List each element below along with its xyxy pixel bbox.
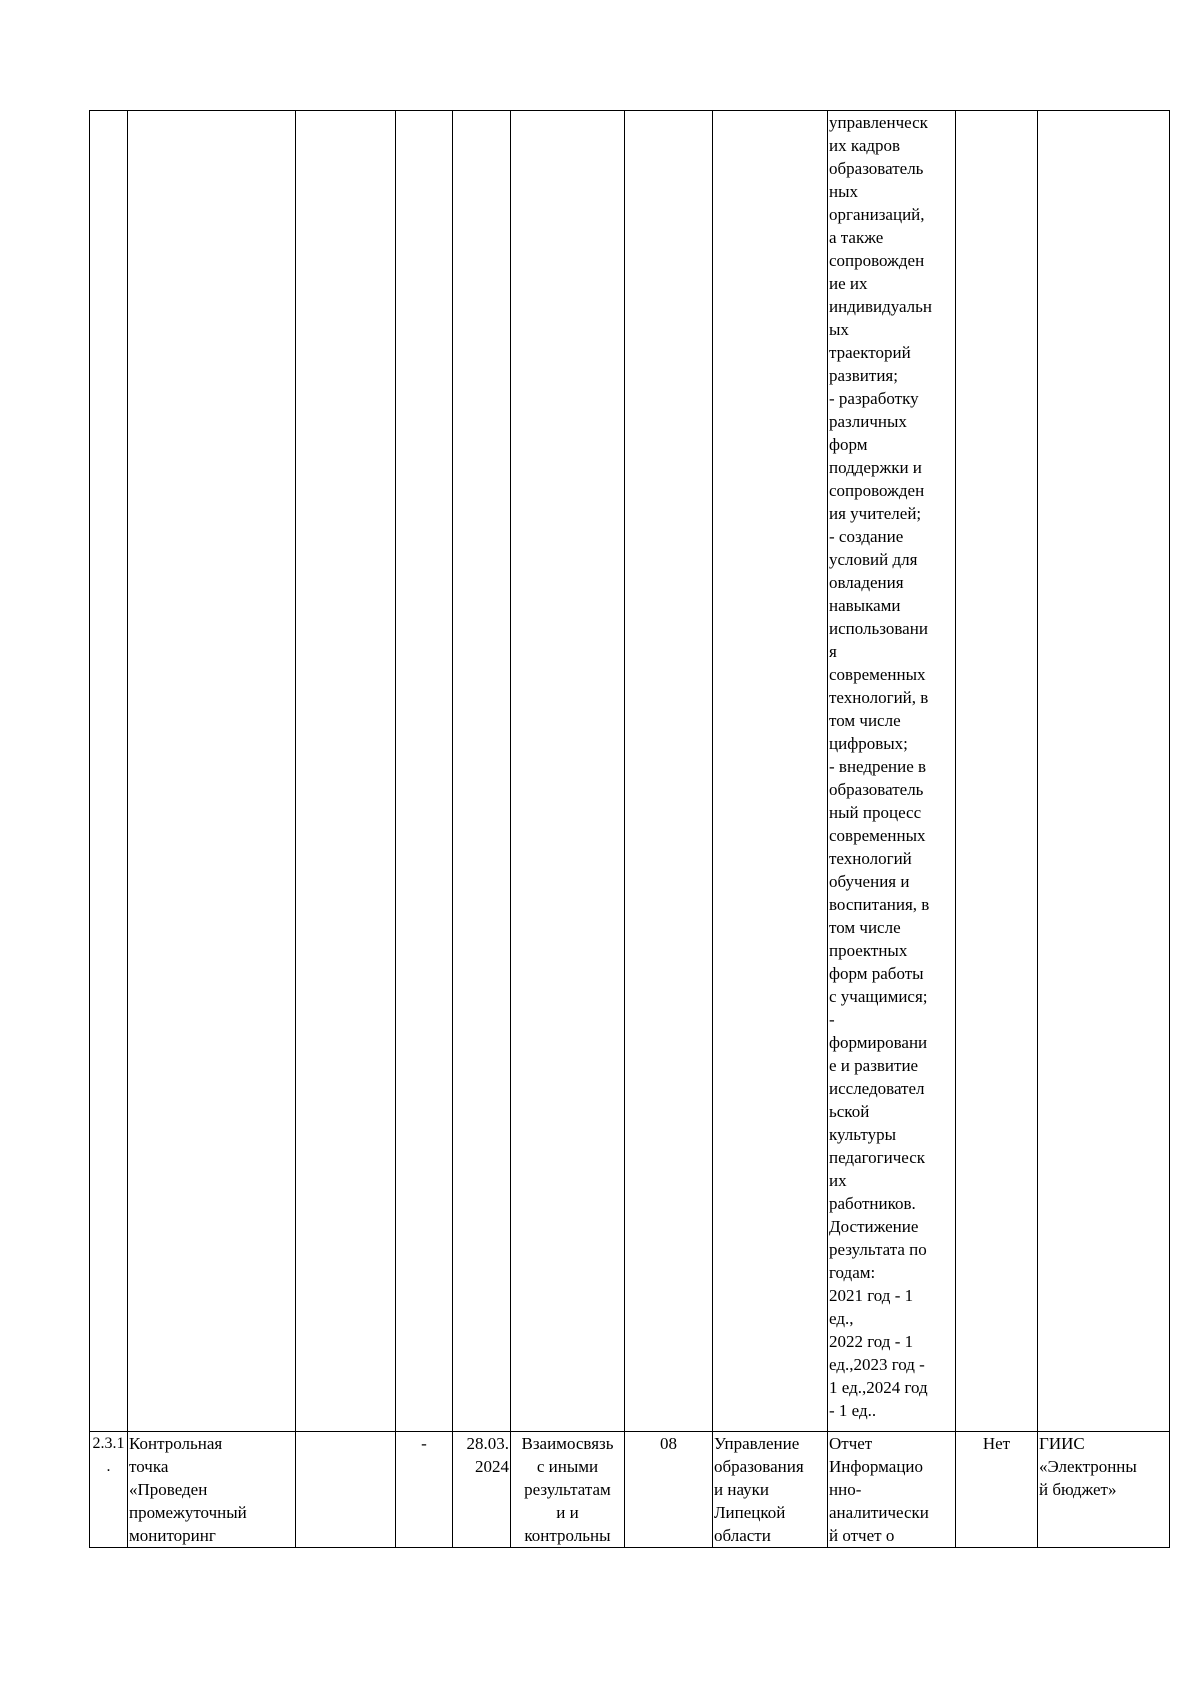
description-line: я	[829, 642, 837, 661]
description-line: том числе	[829, 711, 901, 730]
description-line: исследовател	[829, 1079, 925, 1098]
description-line: е и развитие	[829, 1056, 919, 1075]
control-points-table	[89, 110, 1170, 1548]
document-line: Отчет	[829, 1434, 873, 1453]
name-line: Контрольная	[129, 1434, 223, 1453]
description-line: сопровожден	[829, 481, 925, 500]
description-line: воспитания, в	[829, 895, 930, 914]
row-number: 2.3.1	[92, 1435, 125, 1452]
responsible-line: Управление	[714, 1434, 800, 1453]
description-line: ие их	[829, 274, 868, 293]
description-line: с учащимися;	[829, 987, 928, 1006]
description-line: ный процесс	[829, 803, 922, 822]
cell-flag	[956, 111, 1038, 1432]
document-line: Информацио	[829, 1457, 924, 1476]
description-line: различных	[829, 412, 907, 431]
document-line: й отчет о	[829, 1526, 895, 1545]
description-line: овладения	[829, 573, 904, 592]
description-line: культуры	[829, 1125, 896, 1144]
description-line: -	[829, 1010, 835, 1029]
responsible-line: и науки	[714, 1480, 769, 1499]
end-date-line: 28.03.	[466, 1434, 509, 1453]
description-line: форм	[829, 435, 868, 454]
description-line: условий для	[829, 550, 918, 569]
cell-system	[1038, 111, 1170, 1432]
responsible-line: Липецкой	[714, 1503, 786, 1522]
description-line: их	[829, 1171, 847, 1190]
description-line: 2022 год - 1	[829, 1332, 914, 1351]
description-line: их кадров	[829, 136, 901, 155]
relation-line: контрольны	[524, 1526, 611, 1545]
document-line: аналитически	[829, 1503, 929, 1522]
description-line: педагогическ	[829, 1148, 926, 1167]
description-line: образователь	[829, 780, 924, 799]
cell-end	[453, 1432, 511, 1548]
description-line: управленческ	[829, 113, 928, 132]
description-line: 2021 год - 1	[829, 1286, 914, 1305]
description-line: траекторий	[829, 343, 911, 362]
description-line: - создание	[829, 527, 904, 546]
description-line: обучения и	[829, 872, 910, 891]
cell-relation	[511, 1432, 625, 1548]
relation-line: результатам	[524, 1480, 611, 1499]
description-line: навыками	[829, 596, 901, 615]
cell-start	[396, 111, 453, 1432]
description-line: технологий	[829, 849, 912, 868]
description-line: развития;	[829, 366, 898, 385]
description-line: формировани	[829, 1033, 928, 1052]
description-line: а также	[829, 228, 884, 247]
cell-start	[396, 1432, 453, 1548]
description-line: ьской	[829, 1102, 870, 1121]
name-line: «Проведен	[129, 1480, 208, 1499]
description-line: результата по	[829, 1240, 927, 1259]
cell-system	[1038, 1432, 1170, 1548]
description-line: работников.	[829, 1194, 916, 1213]
relation-line: и и	[556, 1503, 579, 1522]
responsible-line: образования	[714, 1457, 804, 1476]
cell-empty	[296, 1432, 396, 1548]
code-value: 08	[660, 1434, 677, 1453]
cell-code	[625, 1432, 713, 1548]
relation-line: Взаимосвязь	[521, 1434, 614, 1453]
description-line: форм работы	[829, 964, 924, 983]
description-line: ия учителей;	[829, 504, 922, 523]
system-line: «Электронны	[1039, 1457, 1137, 1476]
relation-line: с иными	[536, 1457, 599, 1476]
cell-number	[90, 1432, 128, 1548]
cell-description	[828, 111, 956, 1432]
description-line: - внедрение в	[829, 757, 927, 776]
cell-relation	[511, 111, 625, 1432]
system-line: ГИИС	[1039, 1434, 1085, 1453]
description-line: технологий, в	[829, 688, 929, 707]
cell-responsible	[713, 111, 828, 1432]
description-line: современных	[829, 665, 926, 684]
description-line: организаций,	[829, 205, 925, 224]
description-line: ых	[829, 320, 849, 339]
flag-value: Нет	[982, 1434, 1011, 1453]
description-line: использовани	[829, 619, 928, 638]
cell-end	[453, 111, 511, 1432]
description-line: сопровожден	[829, 251, 925, 270]
description-line: современных	[829, 826, 926, 845]
description-line: цифровых;	[829, 734, 908, 753]
description-line: поддержки и	[829, 458, 922, 477]
cell-name	[128, 111, 296, 1432]
description-line: 1 ед.,2024 год	[829, 1378, 928, 1397]
description-line: ных	[829, 182, 859, 201]
cell-code	[625, 111, 713, 1432]
description-line: том числе	[829, 918, 901, 937]
description-line: проектных	[829, 941, 908, 960]
description-line: индивидуальн	[829, 297, 933, 316]
description-line: годам:	[829, 1263, 876, 1282]
row-number-dot: .	[106, 1458, 111, 1475]
description-line: - разработку	[829, 389, 919, 408]
start-date: -	[421, 1434, 427, 1453]
name-line: промежуточный	[129, 1503, 247, 1522]
description-line: ед.,	[829, 1309, 854, 1328]
table-row	[90, 1432, 1170, 1548]
cell-document	[828, 1432, 956, 1548]
responsible-line: области	[714, 1526, 771, 1545]
cell-responsible	[713, 1432, 828, 1548]
cell-number	[90, 111, 128, 1432]
system-line: й бюджет»	[1039, 1480, 1117, 1499]
document-line: нно-	[829, 1480, 862, 1499]
description-line: образователь	[829, 159, 924, 178]
description-line: Достижение	[829, 1217, 919, 1236]
description-line: ед.,2023 год -	[829, 1355, 925, 1374]
cell-name	[128, 1432, 296, 1548]
cell-flag	[956, 1432, 1038, 1548]
table-row-continued	[90, 111, 1170, 1432]
end-date-line: 2024	[475, 1457, 509, 1476]
description-line: - 1 ед..	[829, 1401, 877, 1420]
name-line: мониторинг	[129, 1526, 216, 1545]
name-line: точка	[129, 1457, 169, 1476]
cell-empty	[296, 111, 396, 1432]
